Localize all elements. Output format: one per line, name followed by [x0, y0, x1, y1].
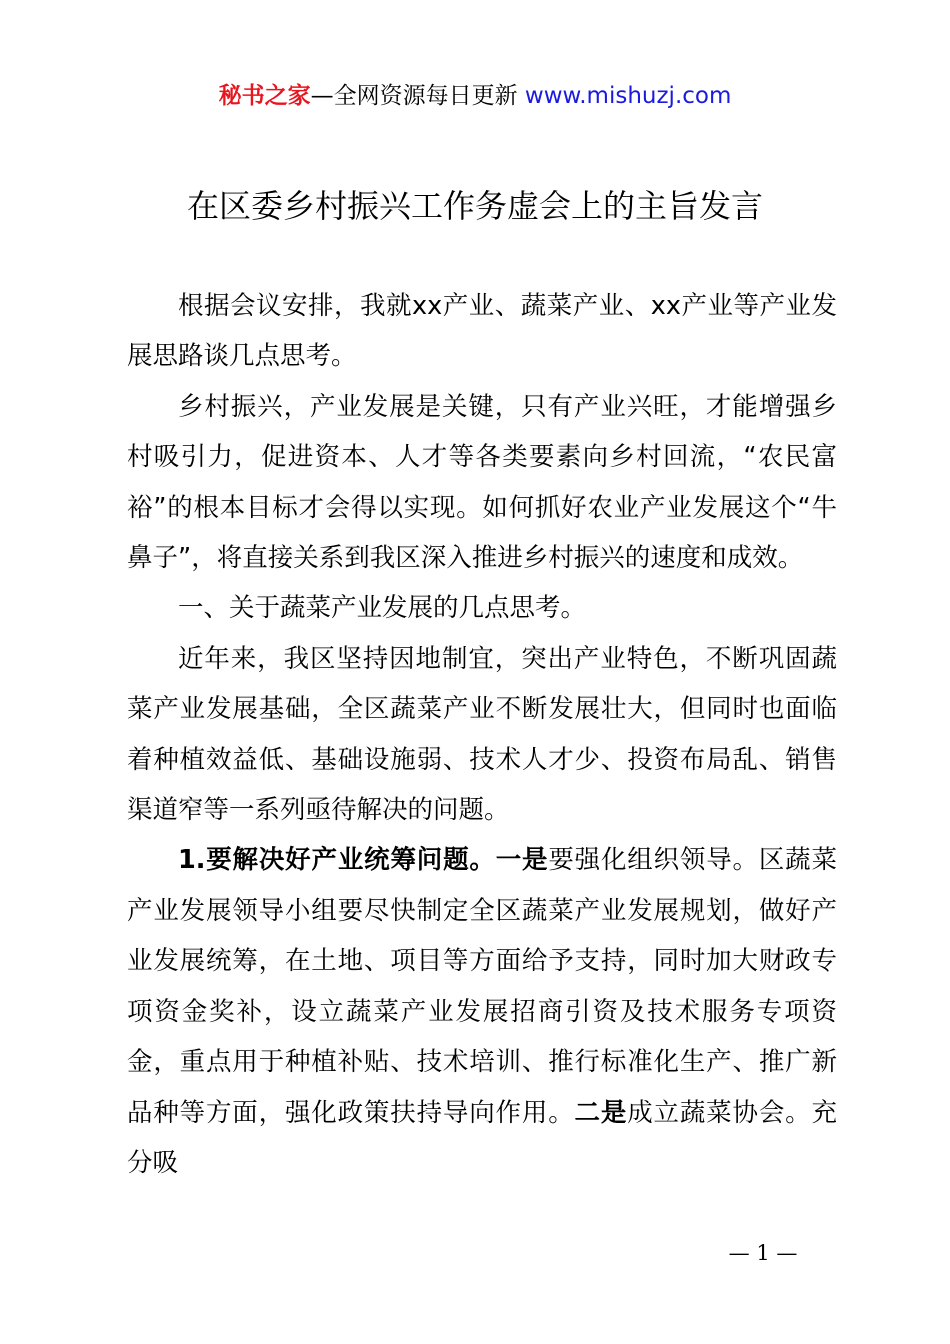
site-header-banner: [0, 80, 950, 112]
document-title: 在区委乡村振兴工作务虚会上的主旨发言: [186, 187, 763, 225]
paragraph-vegetable-background: 近年来，我区坚持因地制宜，突出产业特色，不断巩固蔬菜产业发展基础，全区蔬菜产业不断发展壮大，但同时也面临着种植效益低、基础设施弱、技术人才少、投资布局乱、销售渠道窄等一系列亟待解决的问题。: [127, 643, 837, 826]
paragraph-industry-coordination: [127, 835, 837, 1188]
paragraph-rural-revitalization: 乡村振兴，产业发展是关键，只有产业兴旺，才能增强乡村吸引力，促进资本、人才等各类要素向乡村回流，“农民富裕”的根本目标才会得以实现。如何抓好农业产业发展这个“牛鼻子”，将直接关系到我区深入推进乡村振兴的速度和成效。: [127, 391, 837, 574]
point-text-second: 成立蔬菜协会。充分吸: [127, 1097, 837, 1178]
section-heading-vegetable-industry: 一、关于蔬菜产业发展的几点思考。: [178, 593, 587, 624]
point-label-first: 一是: [495, 845, 549, 876]
site-name: 秘书之家: [218, 83, 311, 109]
document-body: [127, 281, 837, 1188]
site-tagline: —全网资源每日更新: [310, 83, 518, 109]
subsection-heading: 1.要解决好产业统筹问题。: [178, 845, 496, 876]
point-text-first: 要强化组织领导。区蔬菜产业发展领导小组要尽快制定全区蔬菜产业发展规划，做好产业发展统筹，在土地、项目等方面给予支持，同时加大财政专项资金奖补，设立蔬菜产业发展招商引资及技术服务专项资金，重点用于种植补贴、技术培训、推行标准化生产、推广新品种等方面，强化政策扶持导向作用。: [127, 845, 837, 1128]
point-label-second: 二是: [574, 1097, 628, 1128]
site-url-link[interactable]: www.mishuzj.com: [524, 83, 732, 109]
page-number: — 1 —: [728, 1241, 798, 1265]
paragraph-intro: 根据会议安排，我就xx产业、蔬菜产业、xx产业等产业发展思路谈几点思考。: [127, 291, 837, 372]
